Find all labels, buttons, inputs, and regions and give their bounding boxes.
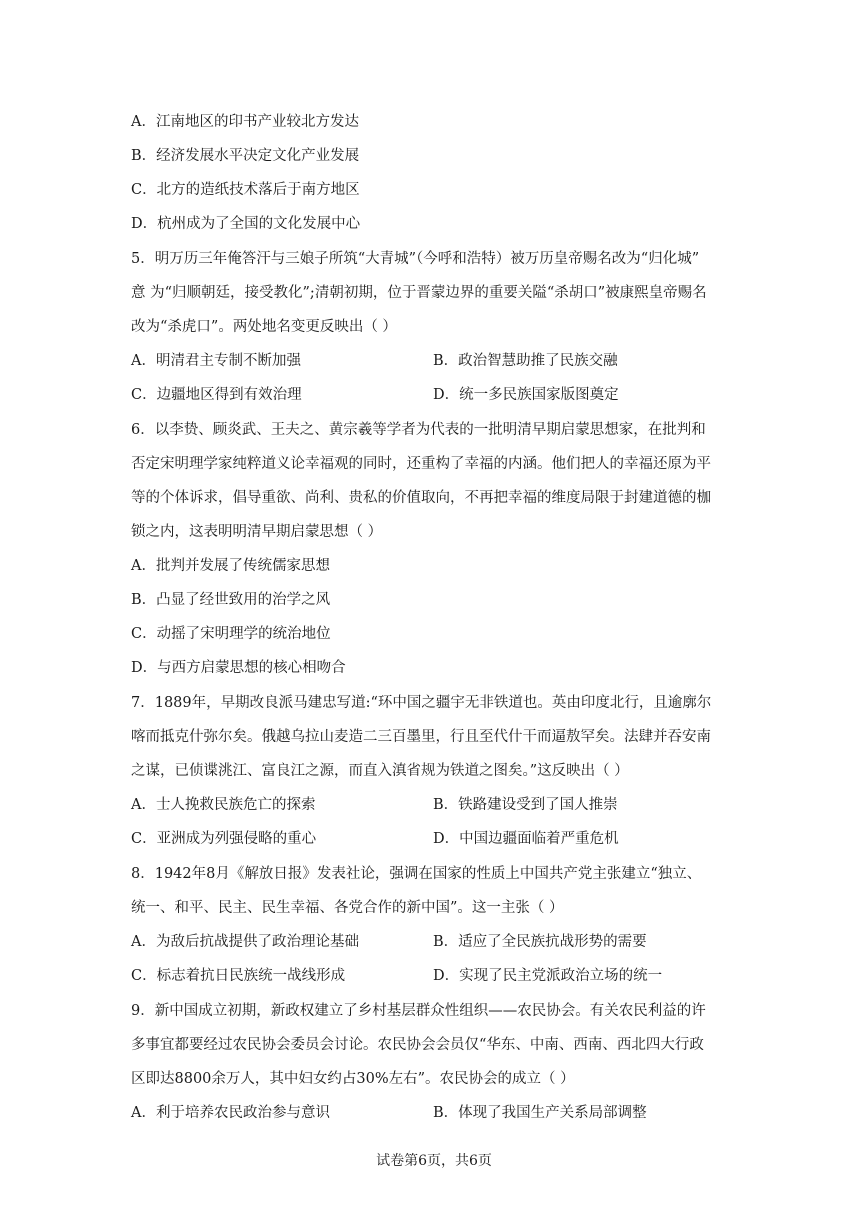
q4-option-a: A．江南地区的印书产业较北方发达 [131,114,359,130]
q6-option-b: B．凸显了经世致用的治学之风 [131,592,331,608]
q9-option-a: A．利于培养农民政治参与意识 [131,1105,330,1121]
q7-option-a: A．士人挽救民族危亡的探索 [131,797,316,813]
q8-option-d: D．实现了民主党派政治立场的统一 [433,968,663,984]
q7-option-b: B．铁路建设受到了国人推崇 [433,797,618,813]
q5-stem-line-2: 意 为“归顺朝廷，接受教化”;清朝初期，位于晋蒙边界的重要关隘“杀胡口”被康熙皇帝赐名 [131,285,707,301]
q5-option-c: C．边疆地区得到有效治理 [131,387,302,403]
q6-stem-line-4: 锁之内，这表明明清早期启蒙思想（ ） [131,524,383,540]
q5-option-b: B．政治智慧助推了民族交融 [433,353,618,369]
q5-stem-line-1: 5．明万历三年俺答汗与三娘子所筑“大青城”（今呼和浩特）被万历皇帝赐名改为“归化城” [131,251,700,267]
q9-stem-line-2: 多事宜都要经过农民协会委员会讨论。农民协会会员仅“华东、中南、西南、西北四大行政 [131,1037,704,1053]
q7-option-d: D．中国边疆面临着严重危机 [433,831,619,847]
q6-option-c: C．动摇了宋明理学的统治地位 [131,626,331,642]
page-footer: 试卷第6页，共6页 [376,1153,492,1169]
q4-option-b: B．经济发展水平决定文化产业发展 [131,148,360,164]
q6-stem-line-2: 否定宋明理学家纯粹道义论幸福观的同时，还重构了幸福的内涵。他们把人的幸福还原为平 [131,456,711,472]
q6-stem-line-1: 6．以李贽、顾炎武、王夫之、黄宗羲等学者为代表的一批明清早期启蒙思想家，在批判和 [131,422,706,438]
q6-stem-line-3: 等的个体诉求，倡导重欲、尚利、贵私的价值取向，不再把幸福的维度局限于封建道德的枷 [131,490,711,506]
q6-option-d: D．与西方启蒙思想的核心相吻合 [131,660,346,676]
q7-option-c: C．亚洲成为列强侵略的重心 [131,831,317,847]
q8-stem-line-1: 8．1942年8月《解放日报》发表社论，强调在国家的性质上中国共产党主张建立“独立、 [131,866,702,882]
q5-option-a: A．明清君主专制不断加强 [131,353,301,369]
q7-stem-line-1: 7．1889年，早期改良派马建忠写道:“环中国之疆宇无非铁道也。英由印度北行，且逾廓尔 [131,695,712,711]
q8-option-b: B．适应了全民族抗战形势的需要 [433,934,647,950]
q5-stem-line-3: 改为“杀虎口”。两处地名变更反映出（ ） [131,319,397,335]
q9-option-b: B．体现了我国生产关系局部调整 [433,1105,647,1121]
q8-stem-line-2: 统一、和平、民主、民生幸福、各党合作的新中国”。这一主张（ ） [131,900,564,916]
q8-option-c: C．标志着抗日民族统一战线形成 [131,968,346,984]
q8-option-a: A．为敌后抗战提供了政治理论基础 [131,934,359,950]
q6-option-a: A．批判并发展了传统儒家思想 [131,558,330,574]
q5-option-d: D．统一多民族国家版图奠定 [433,387,619,403]
q7-stem-line-3: 之谋，已侦谍洮江、富良江之源，而直入滇省规为铁道之图矣。”这反映出（ ） [131,763,629,779]
q9-stem-line-3: 区即达8800余万人，其中妇女约占30%左右”。农民协会的成立（ ） [131,1071,575,1087]
q7-stem-line-2: 喀而抵克什弥尔矣。俄越乌拉山麦造二三百墨里，行且至代什干而逼敖罕矣。法肆并吞安南 [131,729,711,745]
q4-option-d: D．杭州成为了全国的文化发展中心 [131,216,361,232]
q4-option-c: C．北方的造纸技术落后于南方地区 [131,182,360,198]
q9-stem-line-1: 9．新中国成立初期，新政权建立了乡村基层群众性组织——农民协会。有关农民利益的许 [131,1003,706,1019]
